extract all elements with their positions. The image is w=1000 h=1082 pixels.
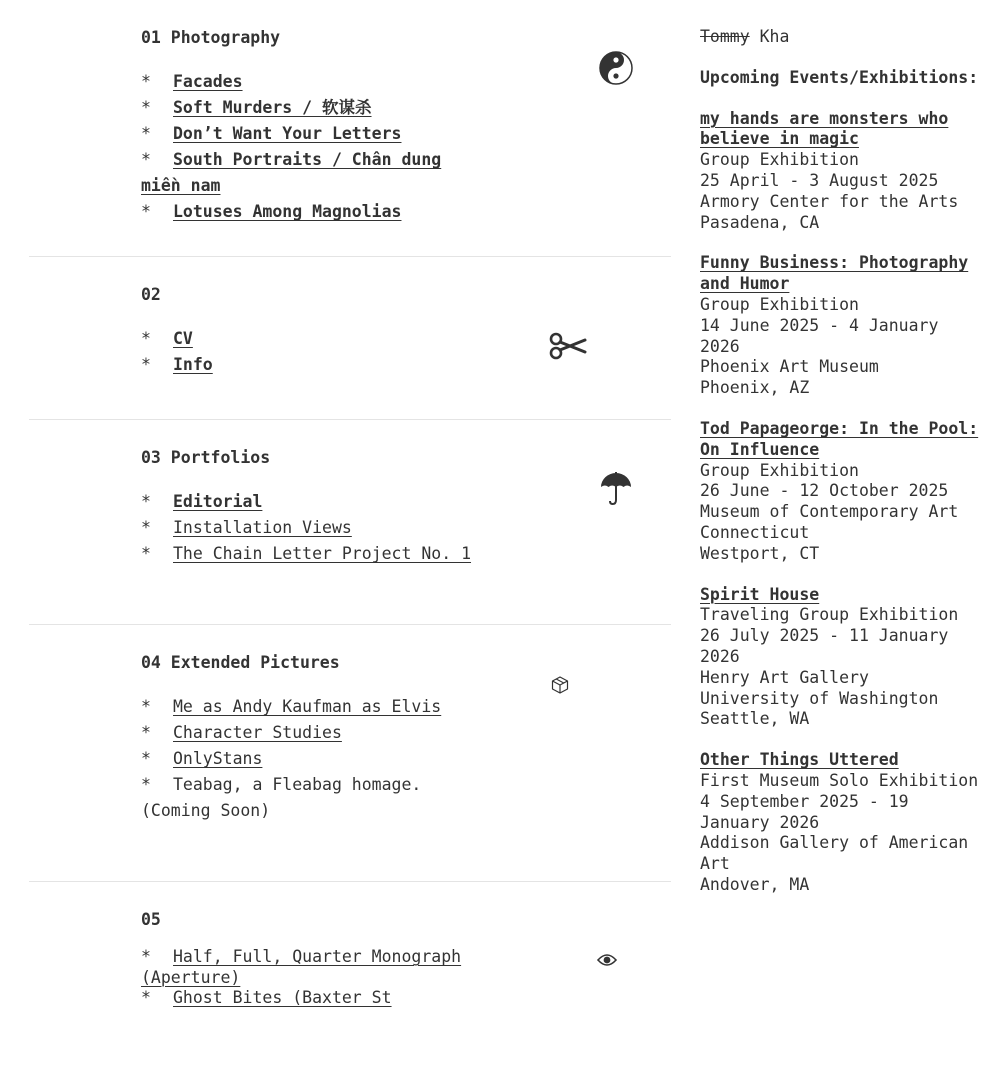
section-heading: 05 — [141, 910, 161, 929]
link-andy-kaufman[interactable]: Me as Andy Kaufman as Elvis — [173, 697, 442, 716]
list-item: * Info — [141, 355, 213, 374]
event-item — [700, 750, 985, 896]
link-monograph[interactable]: Half, Full, Quarter Monograph (Aperture) — [141, 947, 462, 987]
list-item: * Ghost Bites (Baxter St — [141, 988, 392, 1007]
yin-yang-icon — [599, 51, 633, 85]
link-dont-want-your-letters[interactable]: Don’t Want Your Letters — [173, 124, 402, 143]
event-line: Westport, CT — [700, 543, 820, 563]
list-item: * The Chain Letter Project No. 1 — [141, 544, 472, 563]
section-heading: 01 Photography — [141, 28, 281, 47]
section-list — [141, 947, 471, 1009]
list-item: * South Portraits / Chân dung miền nam — [141, 150, 442, 195]
list-item: * Editorial — [141, 492, 263, 511]
event-line: Group Exhibition — [700, 294, 859, 314]
event-line: First Museum Solo Exhibition — [700, 770, 979, 790]
list-item: * Don’t Want Your Letters — [141, 124, 402, 143]
artist-name — [700, 27, 985, 48]
section-heading: 04 Extended Pictures — [141, 653, 340, 672]
link-south-portraits[interactable]: South Portraits / Chân dung miền nam — [141, 150, 442, 195]
event-line: Group Exhibition — [700, 460, 859, 480]
event-line: Armory Center for the Arts — [700, 191, 959, 211]
list-item: * Installation Views — [141, 518, 352, 537]
list-item: * Teabag, a Fleabag homage. (Coming Soon) — [141, 775, 422, 820]
link-facades[interactable]: Facades — [173, 72, 243, 91]
section-02 — [29, 257, 671, 420]
list-item: * OnlyStans — [141, 749, 263, 768]
event-line: Phoenix, AZ — [700, 378, 810, 398]
event-line: 4 September 2025 - 19 January 2026 — [700, 791, 909, 832]
link-character-studies[interactable]: Character Studies — [173, 723, 342, 742]
section-list — [141, 694, 471, 824]
event-line: 26 June - 12 October 2025 — [700, 481, 949, 501]
event-title-link[interactable]: Spirit House — [700, 584, 820, 604]
list-item: * CV — [141, 329, 193, 348]
event-title-link[interactable]: Funny Business: Photography and Humor — [700, 253, 969, 294]
section-heading: 02 — [141, 285, 161, 304]
cube-icon — [550, 675, 570, 695]
link-cv[interactable]: CV — [173, 329, 193, 348]
event-line: 25 April - 3 August 2025 — [700, 170, 939, 190]
event-item — [700, 585, 985, 731]
event-line: Andover, MA — [700, 874, 810, 894]
scissors-icon — [549, 332, 587, 360]
link-info[interactable]: Info — [173, 355, 213, 374]
section-list — [141, 69, 471, 225]
event-line: Pasadena, CA — [700, 212, 820, 232]
section-list — [141, 489, 471, 567]
event-line: Group Exhibition — [700, 150, 859, 170]
event-line: 26 July 2025 - 11 January 2026 — [700, 626, 949, 666]
artist-first-name: Tommy — [700, 27, 750, 46]
event-item — [700, 253, 985, 399]
teabag-coming-soon: Teabag, a Fleabag homage. (Coming Soon) — [141, 775, 422, 820]
events-heading: Upcoming Events/Exhibitions: — [700, 67, 979, 87]
umbrella-icon — [599, 470, 633, 506]
event-line: University of Washington — [700, 688, 939, 708]
event-item — [700, 419, 985, 565]
link-soft-murders[interactable]: Soft Murders / 软谋杀 — [173, 98, 372, 117]
link-editorial[interactable]: Editorial — [173, 492, 263, 511]
eye-icon — [597, 952, 617, 968]
event-line: Henry Art Gallery — [700, 667, 869, 687]
link-installation-views[interactable]: Installation Views — [173, 518, 352, 537]
event-line: Addison Gallery of American Art — [700, 833, 969, 874]
list-item: * Facades — [141, 72, 243, 91]
event-title-link[interactable]: Tod Papageorge: In the Pool: On Influence — [700, 418, 979, 459]
link-chain-letter-project[interactable]: The Chain Letter Project No. 1 — [173, 544, 472, 563]
section-05 — [29, 882, 671, 1082]
list-item: * Lotuses Among Magnolias — [141, 202, 402, 221]
link-lotuses-among-magnolias[interactable]: Lotuses Among Magnolias — [173, 202, 402, 221]
sidebar — [700, 27, 985, 916]
link-ghost-bites[interactable]: Ghost Bites (Baxter St — [173, 988, 392, 1007]
section-heading: 03 Portfolios — [141, 448, 271, 467]
event-item — [700, 109, 985, 234]
artist-last-name: Kha — [759, 27, 790, 46]
section-portfolios — [29, 420, 671, 625]
section-photography — [29, 0, 671, 257]
event-line: Seattle, WA — [700, 709, 810, 729]
event-title-link[interactable]: my hands are monsters who believe in magic — [700, 108, 949, 149]
section-list — [141, 326, 471, 378]
project-index — [29, 0, 671, 1082]
event-line: Phoenix Art Museum — [700, 357, 879, 377]
list-item: * Soft Murders / 软谋杀 — [141, 98, 372, 117]
list-item: * Character Studies — [141, 723, 342, 742]
event-line: Museum of Contemporary Art Connecticut — [700, 502, 959, 542]
event-title-link[interactable]: Other Things Uttered — [700, 750, 899, 770]
section-extended-pictures — [29, 625, 671, 882]
event-line: Traveling Group Exhibition — [700, 605, 959, 625]
list-item: * Half, Full, Quarter Monograph (Aperture) — [141, 947, 462, 987]
link-onlystans[interactable]: OnlyStans — [173, 749, 263, 768]
event-line: 14 June 2025 - 4 January 2026 — [700, 315, 939, 356]
list-item: * Me as Andy Kaufman as Elvis — [141, 697, 442, 716]
